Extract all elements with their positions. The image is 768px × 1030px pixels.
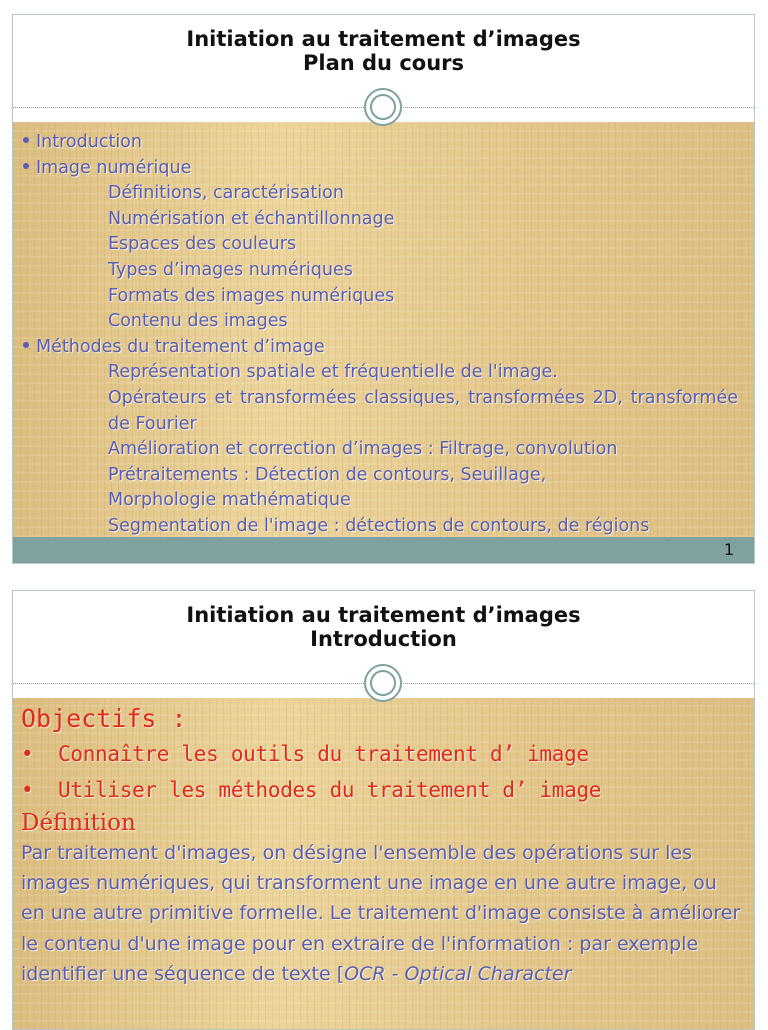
list-item: Méthodes du traitement d’image xyxy=(23,335,738,361)
list-item: Définitions, caractérisation xyxy=(108,183,344,204)
slide-title: Initiation au traitement d’images xyxy=(186,603,581,627)
list-item: Prétraitements : Détection de contours, Seuillage, xyxy=(108,464,547,485)
slide-subtitle: Plan du cours xyxy=(303,51,464,75)
slide-1 xyxy=(12,14,755,564)
bullet-icon xyxy=(23,163,29,169)
definition-heading: Définition xyxy=(21,810,136,836)
footer-bar xyxy=(13,537,754,564)
objectives-heading: Objectifs : xyxy=(21,704,187,733)
list-item: Types d’images numériques xyxy=(108,259,353,280)
slide-content xyxy=(13,122,754,537)
objective-item: • Connaître les outils du traitement d’ image xyxy=(21,742,589,766)
outline-list xyxy=(23,130,738,540)
slide-2 xyxy=(12,590,755,1030)
ring-icon xyxy=(364,664,402,702)
bullet-icon xyxy=(23,342,29,348)
list-item: Introduction xyxy=(23,130,738,156)
list-item: Espaces des couleurs xyxy=(108,234,297,255)
list-item: Représentation spatiale et fréquentielle de l'image. xyxy=(108,362,558,383)
list-item: Formats des images numériques xyxy=(108,285,395,306)
slide-subtitle: Introduction xyxy=(310,627,457,651)
page-number: 1 xyxy=(723,540,734,559)
bullet-icon xyxy=(23,137,29,143)
list-item: Contenu des images xyxy=(108,311,288,332)
list-item: Image numérique xyxy=(23,156,738,182)
ring-icon xyxy=(364,88,402,126)
slide-content xyxy=(13,698,754,1030)
list-item: Segmentation de l'image : détections de contours, de régions xyxy=(108,515,650,536)
list-item: Opérateurs et transformées classiques, transformées 2D, transformée de Fourier xyxy=(108,387,738,434)
objective-item: • Utiliser les méthodes du traitement d’ image xyxy=(21,778,602,802)
objectives-block xyxy=(21,702,746,989)
list-item: Morphologie mathématique xyxy=(108,490,351,511)
list-item: Numérisation et échantillonnage xyxy=(108,208,395,229)
list-item: Amélioration et correction d’images : Filtrage, convolution xyxy=(108,439,618,460)
slide-title: Initiation au traitement d’images xyxy=(186,27,581,51)
definition-text: Par traitement d'images, on désigne l'ensemble des opérations sur les images numériques, qui transforment une image en une autre image, ou en une autre primitive formelle. Le traitement d'image consiste à améliorer le contenu d'une image pour en extraire de l'information : par exemple identifier une séquence de texte [OCR - Optical Character xyxy=(21,842,741,985)
